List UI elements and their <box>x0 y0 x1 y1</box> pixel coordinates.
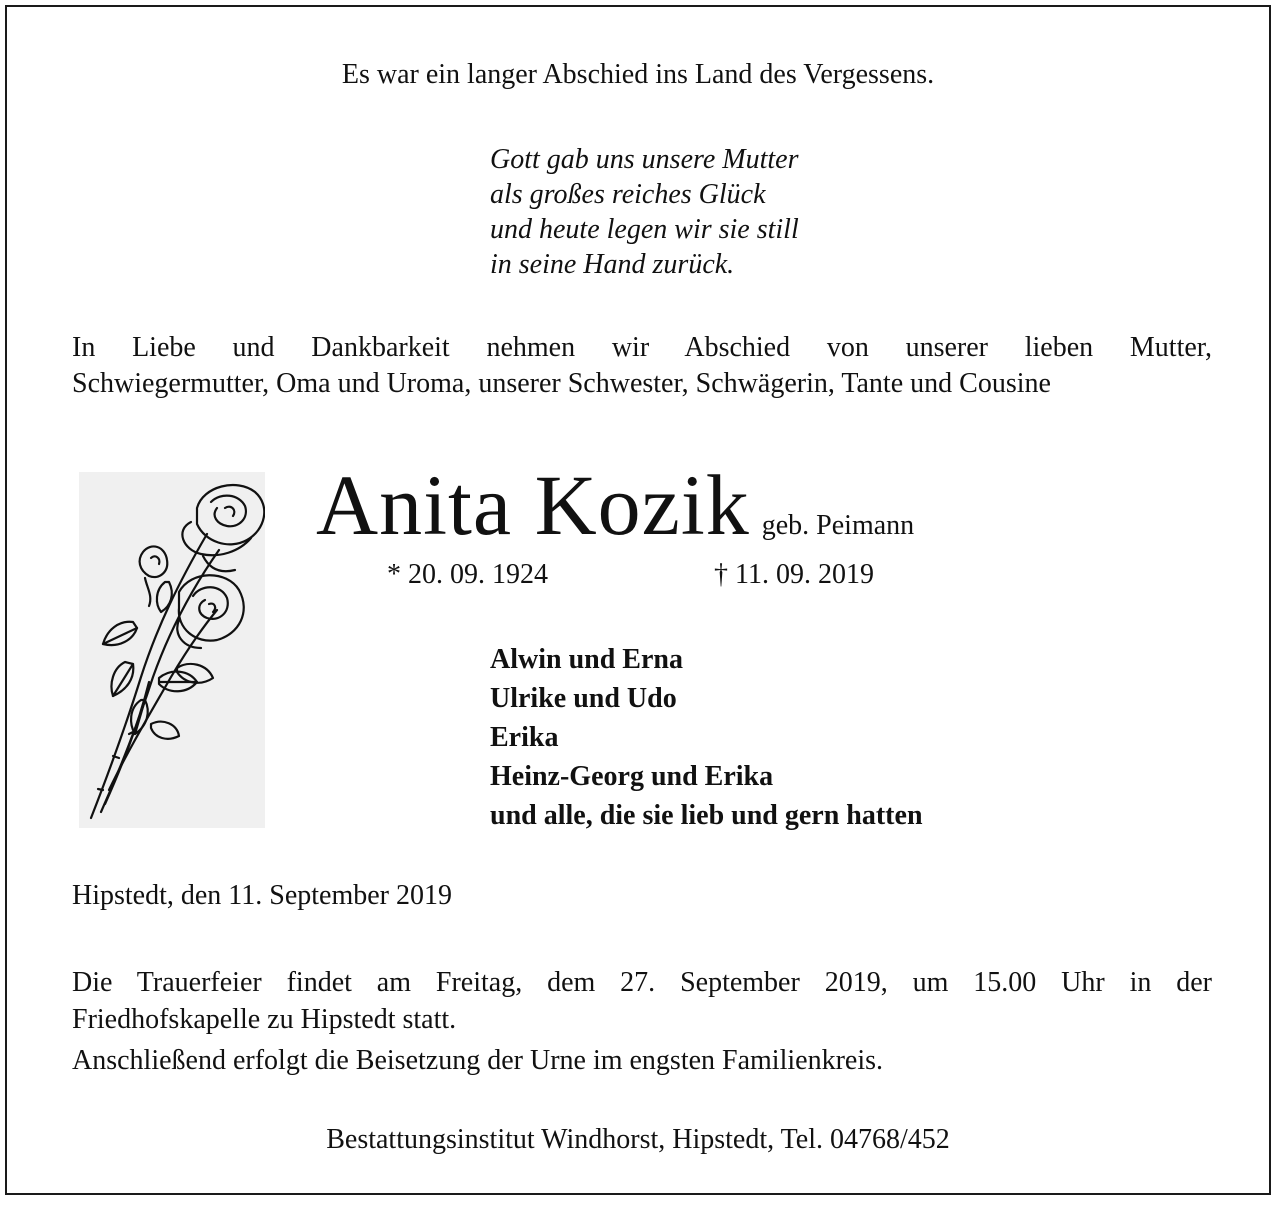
dedication-line: Schwiegermutter, Oma und Uroma, unserer Schwester, Schwägerin, Tante und Cousine <box>72 368 1051 399</box>
dedication-line: In Liebe und Dankbarkeit nehmen wir Abschied von unserer lieben Mutter, <box>72 332 1212 363</box>
poem <box>490 142 799 282</box>
mourner-item: und alle, die sie lieb und gern hatten <box>490 800 923 831</box>
deceased-name: Anita Kozik <box>316 457 750 553</box>
obituary-notice <box>5 5 1271 1195</box>
undertaker-contact: Bestattungsinstitut Windhorst, Hipstedt, Tel. 04768/452 <box>326 1124 950 1155</box>
mourner-item: Heinz-Georg und Erika <box>490 761 774 792</box>
funeral-line: Die Trauerfeier findet am Freitag, dem 27. September 2019, um 15.00 Uhr in der <box>72 967 1212 998</box>
mourner-item: Ulrike und Udo <box>490 683 677 714</box>
mourners-list <box>490 640 923 835</box>
death-date: † 11. 09. 2019 <box>714 559 874 590</box>
mourner-item: Alwin und Erna <box>490 644 683 675</box>
poem-line: als großes reiches Glück <box>490 179 766 210</box>
maiden-name: geb. Peimann <box>761 510 915 541</box>
dedication-text <box>72 330 1212 402</box>
intro-line: Es war ein langer Abschied ins Land des Vergessens. <box>341 59 935 90</box>
birth-date: * 20. 09. 1924 <box>387 559 548 590</box>
funeral-details <box>72 964 1212 1079</box>
poem-line: und heute legen wir sie still <box>490 214 799 245</box>
mourner-item: Erika <box>490 722 559 753</box>
funeral-line: Anschließend erfolgt die Beisetzung der Urne im engsten Familienkreis. <box>72 1045 884 1076</box>
name-row <box>316 455 914 555</box>
poem-line: in seine Hand zurück. <box>490 249 735 280</box>
poem-line: Gott gab uns unsere Mutter <box>490 144 799 175</box>
funeral-line: Friedhofskapelle zu Hipstedt statt. <box>72 1004 457 1035</box>
rose-illustration <box>79 472 265 828</box>
place-date: Hipstedt, den 11. September 2019 <box>72 880 453 911</box>
rose-icon <box>79 472 265 828</box>
